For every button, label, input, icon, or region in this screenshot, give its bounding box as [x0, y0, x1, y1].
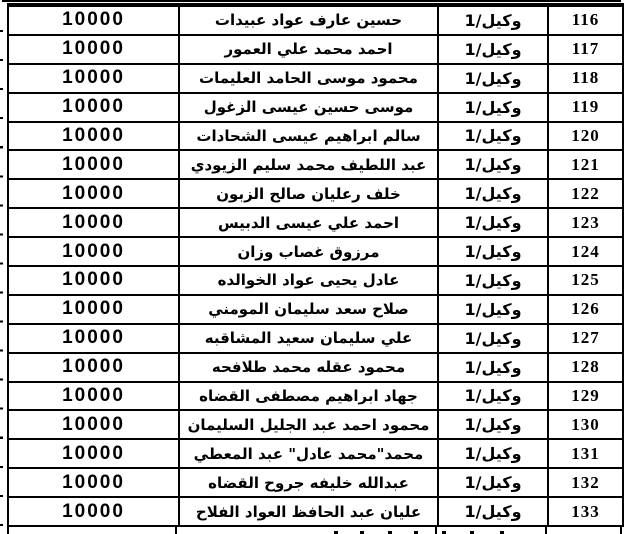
role-cell: وكيل/1 — [437, 149, 547, 178]
index-cell: 126 — [547, 294, 622, 323]
index-cell: 130 — [547, 409, 622, 438]
role-cell: وكيل/1 — [437, 496, 547, 525]
payments-table — [7, 3, 624, 527]
amount-cell: 10000 — [9, 149, 178, 178]
role-cell: وكيل/1 — [437, 265, 547, 294]
partial-row-border — [7, 527, 9, 534]
index-cell: 127 — [547, 323, 622, 352]
name-cell: عبدالله خليفه جروح القضاه — [178, 467, 437, 496]
index-cell: 119 — [547, 92, 622, 121]
index-cell: 129 — [547, 381, 622, 410]
amount-cell: 10000 — [9, 92, 178, 121]
amount-cell: 10000 — [9, 352, 178, 381]
index-cell: 131 — [547, 438, 622, 467]
name-cell: محمود احمد عبد الجليل السليمان — [178, 409, 437, 438]
role-cell: وكيل/1 — [437, 63, 547, 92]
name-cell: مرزوق غصاب وزان — [178, 236, 437, 265]
role-cell: وكيل/1 — [437, 438, 547, 467]
index-cell: 117 — [547, 34, 622, 63]
name-cell: محمود عقله محمد طلافحه — [178, 352, 437, 381]
amount-cell: 10000 — [9, 178, 178, 207]
name-cell: احمد علي عيسى الدبيس — [178, 207, 437, 236]
name-cell: علي سليمان سعيد المشاقبه — [178, 323, 437, 352]
amount-cell: 10000 — [9, 323, 178, 352]
name-cell: حسين عارف عواد عبيدات — [178, 5, 437, 34]
index-cell: 125 — [547, 265, 622, 294]
role-cell: وكيل/1 — [437, 121, 547, 150]
index-cell: 128 — [547, 352, 622, 381]
amount-cell: 10000 — [9, 381, 178, 410]
amount-cell: 10000 — [9, 236, 178, 265]
role-cell: وكيل/1 — [437, 352, 547, 381]
role-cell: وكيل/1 — [437, 178, 547, 207]
role-cell: وكيل/1 — [437, 34, 547, 63]
index-cell: 133 — [547, 496, 622, 525]
role-cell: وكيل/1 — [437, 294, 547, 323]
partial-row-border — [620, 527, 622, 534]
name-cell: محمد"محمد عادل" عبد المعطي — [178, 438, 437, 467]
role-cell: وكيل/1 — [437, 5, 547, 34]
amount-cell: 10000 — [9, 207, 178, 236]
index-cell: 123 — [547, 207, 622, 236]
name-cell: عليان عبد الحافظ العواد الفلاح — [178, 496, 437, 525]
index-cell: 132 — [547, 467, 622, 496]
role-cell: وكيل/1 — [437, 467, 547, 496]
name-cell: محمود موسى الحامد العليمات — [178, 63, 437, 92]
name-cell: موسى حسين عيسى الزغول — [178, 92, 437, 121]
role-cell: وكيل/1 — [437, 236, 547, 265]
name-cell: عبد اللطيف محمد سليم الزيودي — [178, 149, 437, 178]
amount-cell: 10000 — [9, 438, 178, 467]
index-cell: 122 — [547, 178, 622, 207]
index-cell: 120 — [547, 121, 622, 150]
scan-artifact-left-ticks — [0, 3, 3, 526]
amount-cell: 10000 — [9, 496, 178, 525]
amount-cell: 10000 — [9, 265, 178, 294]
role-cell: وكيل/1 — [437, 323, 547, 352]
role-cell: وكيل/1 — [437, 381, 547, 410]
name-cell: سالم ابراهيم عيسى الشحادات — [178, 121, 437, 150]
name-cell: صلاح سعد سليمان المومني — [178, 294, 437, 323]
role-cell: وكيل/1 — [437, 409, 547, 438]
index-cell: 124 — [547, 236, 622, 265]
name-cell: خلف رعليان صالح الزبون — [178, 178, 437, 207]
index-cell: 118 — [547, 63, 622, 92]
name-cell: عادل يحيى عواد الخوالده — [178, 265, 437, 294]
amount-cell: 10000 — [9, 467, 178, 496]
amount-cell: 10000 — [9, 294, 178, 323]
amount-cell: 10000 — [9, 5, 178, 34]
partial-row-border — [545, 527, 547, 534]
amount-cell: 10000 — [9, 409, 178, 438]
role-cell: وكيل/1 — [437, 207, 547, 236]
amount-cell: 10000 — [9, 63, 178, 92]
amount-cell: 10000 — [9, 34, 178, 63]
name-cell: احمد محمد علي العمور — [178, 34, 437, 63]
index-cell: 116 — [547, 5, 622, 34]
name-cell: جهاد ابراهيم مصطفى القضاه — [178, 381, 437, 410]
partial-row-border — [175, 527, 177, 534]
role-cell: وكيل/1 — [437, 92, 547, 121]
scan-artifact-top-line — [2, 0, 621, 2]
index-cell: 121 — [547, 149, 622, 178]
amount-cell: 10000 — [9, 121, 178, 150]
